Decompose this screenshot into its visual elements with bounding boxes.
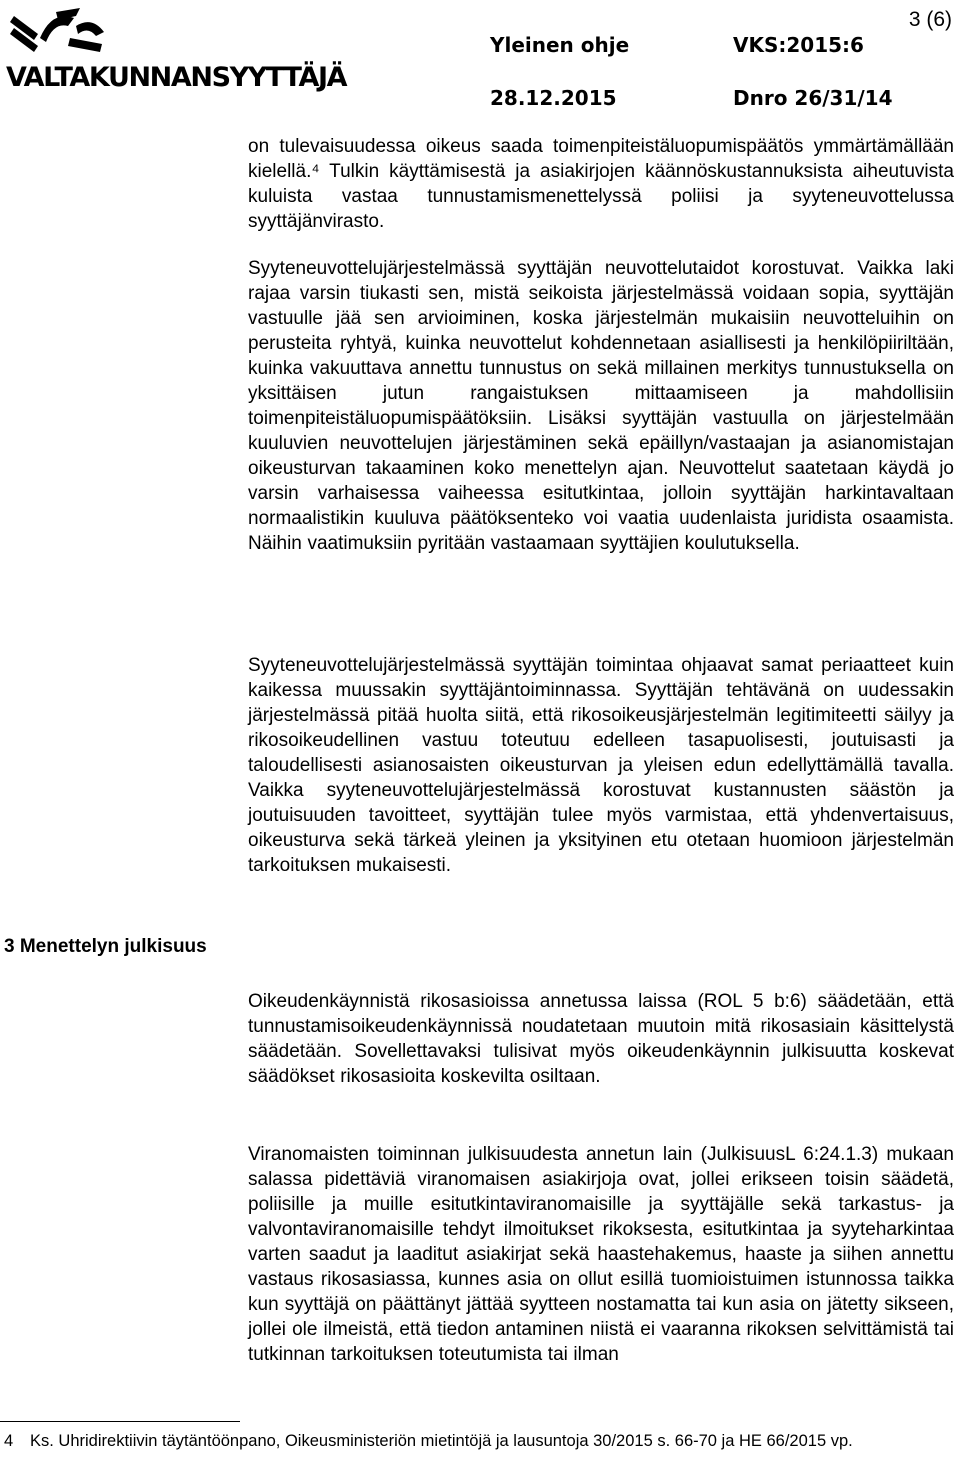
footnote-mark: 4 xyxy=(4,1432,14,1450)
document-code: VKS:2015:6 xyxy=(733,33,864,57)
paragraph-1: on tulevaisuudessa oikeus saada toimenpiteistäluopumispäätös ymmärtämällään kielellä.⁴ Tulkin käyttämisestä ja asiakirjojen käännöskustannuksista aiheutuvista kuluista vastaa tunnustamismenettelyssä poliisi ja syyteneuvottelussa syyttäjänvirasto. xyxy=(248,136,954,232)
paragraph-4: Oikeudenkäynnistä rikosasioissa annetussa laissa (ROL 5 b:6) säädetään, että tunnustamisoikeudenkäynnissä noudatetaan muutoin mitä rikosasiain käsittelystä säädetään. Sovellettavaksi tulisivat myös oikeudenkäynnin julkisuutta koskevat säädökset rikosasioita koskevilta osiltaan. xyxy=(248,991,954,1087)
document-type: Yleinen ohje xyxy=(490,33,630,57)
footnote xyxy=(4,1430,954,1452)
page-number: 3 (6) xyxy=(908,8,952,31)
paragraph-2: Syyteneuvottelujärjestelmässä syyttäjän neuvottelutaidot korostuvat. Vaikka laki rajaa varsin tiukasti sen, mistä seikoista järjestelmässä voidaan sopia, syyttäjän vastuulle jää sen arvioiminen, koska järjestelmän mukaisiin neuvotteluihin on perusteita ryhtyä, kuinka neuvottelut kohdennetaan asiallisesti ja henkilöpiiriltään, kuinka vakuuttava annettu tunnustus on sekä millainen merkitys tunnustuksella on yksittäisen jutun rangaistuksen mittaamiseen ja mahdollisiin toimenpiteistäluopumispäätöksiin. Lisäksi syyttäjän vastuulla on järjestelmään kuuluvien neuvottelujen järjestäminen sekä epäillyn/vastaajan ja asianomistajan oikeusturvan takaaminen koko menettelyn ajan. Neuvottelut saatetaan käydä jo varsin varhaisessa vaiheessa esitutkintaa, jolloin syyttäjän harkintavaltaan normaalistikin kuuluva päätöksenteko voi vaatia uudenlaista juridista osaamista. Näihin vaatimuksiin pyritään vastaamaan syyttäjien koulutuksella. xyxy=(248,258,954,554)
section-heading: 3 Menettelyn julkisuus xyxy=(4,936,207,957)
paragraph-5: Viranomaisten toiminnan julkisuudesta annetun lain (JulkisuusL 6:24.1.3) mukaan salassa pidettäviä viranomaisen asiakirjoja ovat, jollei erikseen toisin säädetä, poliisille ja muille esitutkintaviranomaisille ja syyttäjälle sekä tarkastus- ja valvontaviranomaisille tehdyt ilmoitukset rikoksesta, esitutkintaa ja syyteharkintaa varten saadut ja laaditut asiakirjat sekä haastehakemus, haaste ja siihen annettu vastaus rikosasiassa, kunnes asia on ollut esillä tuomioistuimen istunnossa taikka kun syyttäjä on päättänyt jättää syytteen nostamatta tai kun asia on jätetty sikseen, jollei ole ilmeistä, että tiedon antaminen niistä ei vaaranna rikoksen selvittämistä tai tutkinnan tarkoituksen toteutumista tai ilman xyxy=(248,1144,954,1365)
logo-wordmark: VALTAKUNNANSYYTTÄJÄ xyxy=(6,62,347,93)
document-dnro: Dnro 26/31/14 xyxy=(733,86,893,110)
footnote-separator xyxy=(0,1421,240,1422)
paragraph-3: Syyteneuvottelujärjestelmässä syyttäjän toimintaa ohjaavat samat periaatteet kuin kaikessa muussakin syyttäjäntoiminnassa. Syyttäjän tehtävänä on uudessakin järjestelmässä pitää huolta siitä, että rikosoikeusjärjestelmän legitimiteetti säilyy ja rikosoikeudellinen vastuu toteutuu edelleen tasapuolisesti, joutuisasti ja taloudellisesti asianosaisten oikeusturvan ja yleisen edun edellyttämällä tavalla. Vaikka syyteneuvottelujärjestelmässä korostuvat kustannusten säästön ja joutuisuuden tavoitteet, syyttäjän tulee myös varmistaa, että yhdenvertaisuus, oikeusturva sekä tärkeä yleinen ja yksityinen etu otetaan huomioon järjestelmän tarkoituksen mukaisesti. xyxy=(248,655,954,876)
document-date: 28.12.2015 xyxy=(490,86,617,110)
footnote-text: Ks. Uhridirektiivin täytäntöönpano, Oikeusministeriön mietintöjä ja lausuntoja 30/2015 s. 66-70 ja HE 66/2015 vp. xyxy=(30,1432,853,1450)
